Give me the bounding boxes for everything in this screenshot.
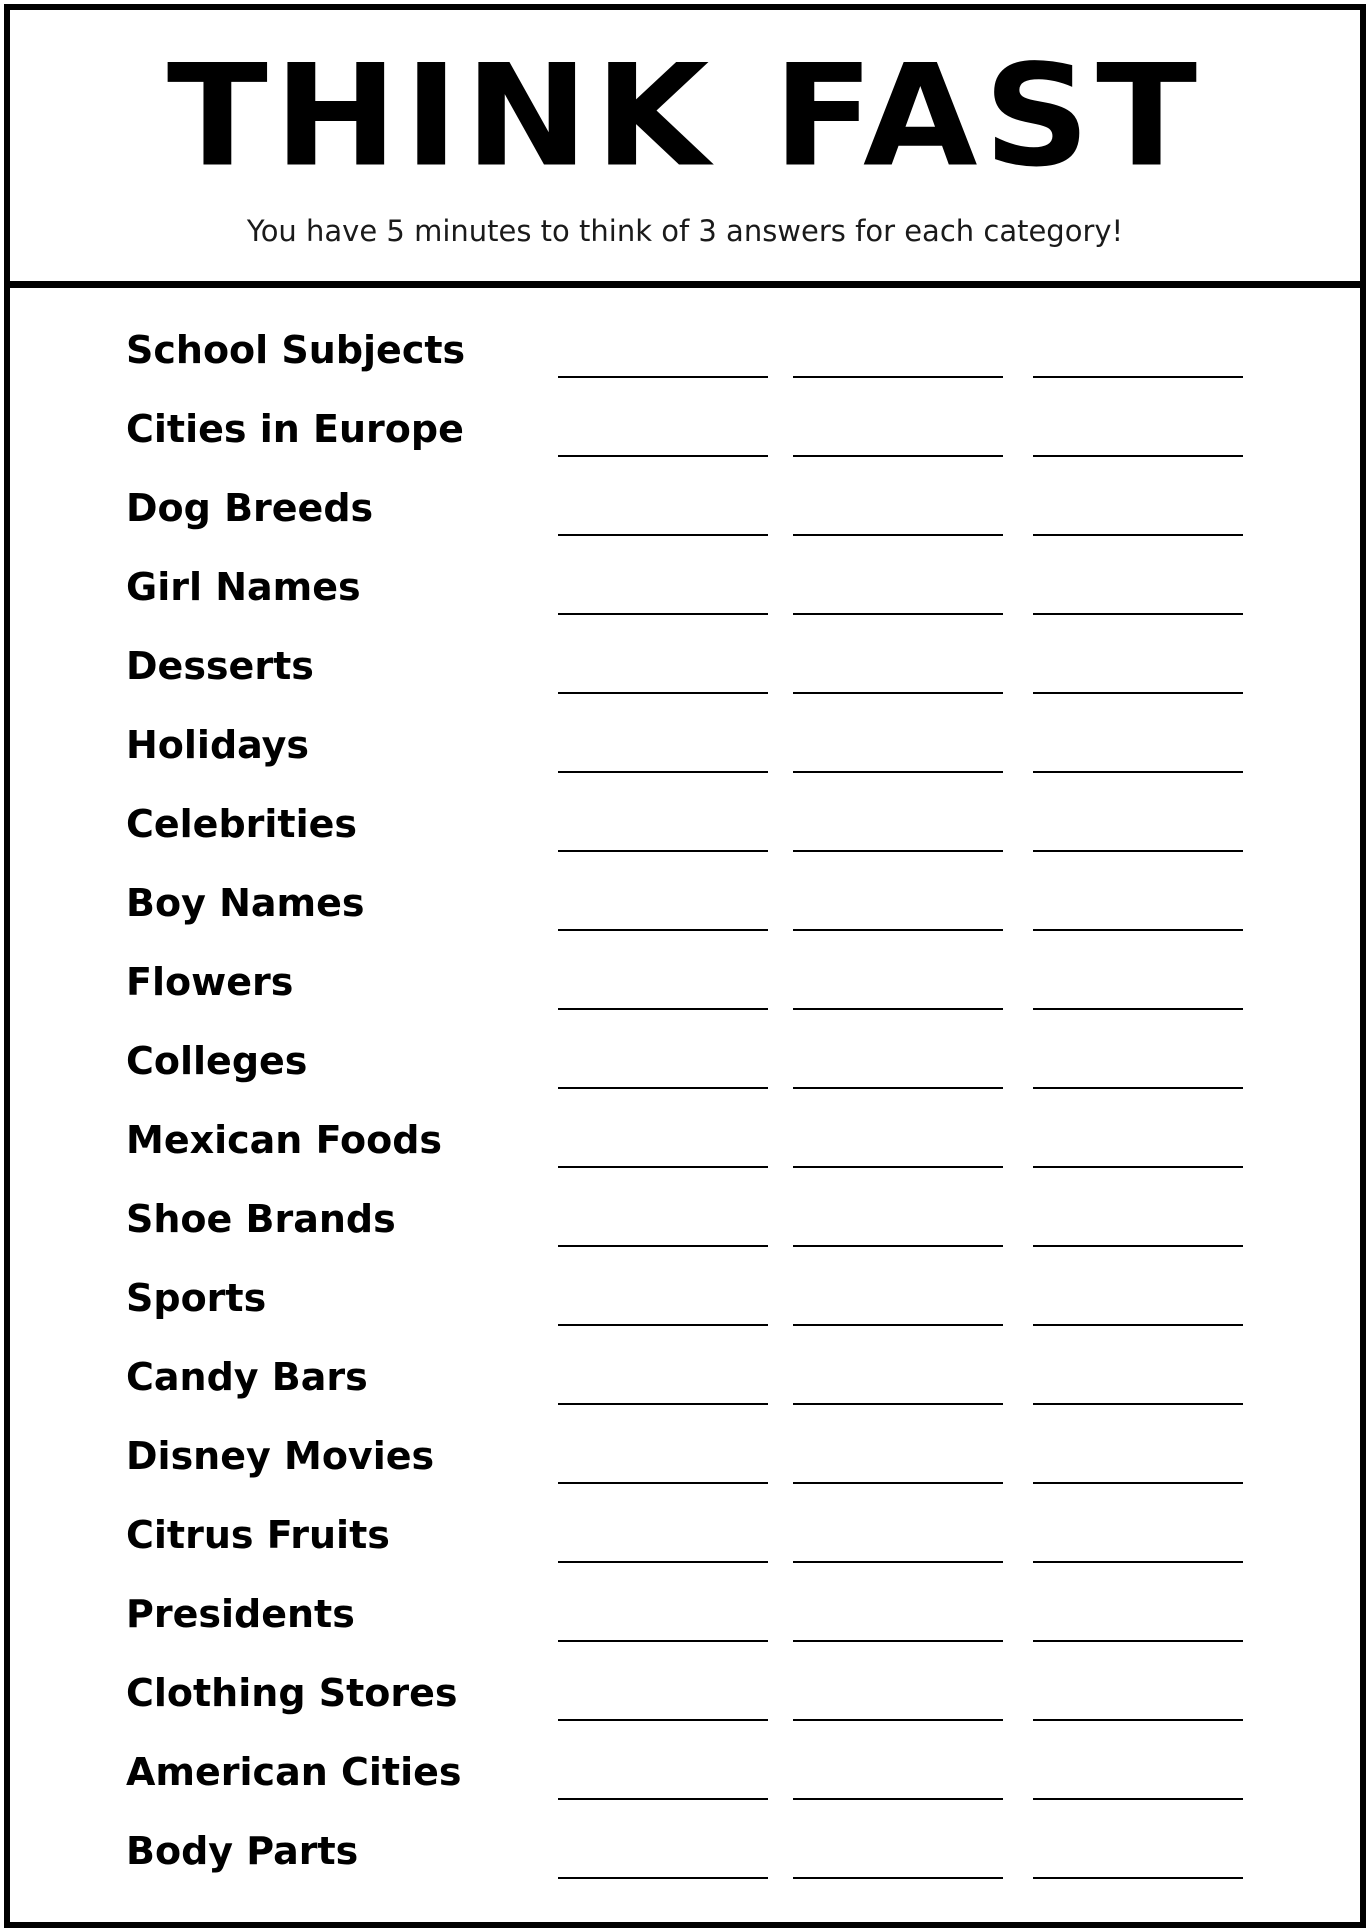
answer-blank-line[interactable] bbox=[793, 1877, 1003, 1879]
answer-blank-line[interactable] bbox=[558, 692, 768, 694]
category-row bbox=[10, 721, 1360, 800]
answer-blank-line[interactable] bbox=[558, 1087, 768, 1089]
answer-blank-line[interactable] bbox=[1033, 534, 1243, 536]
answer-blank-line[interactable] bbox=[1033, 1482, 1243, 1484]
answer-blank-line[interactable] bbox=[1033, 1403, 1243, 1405]
answer-blank-line[interactable] bbox=[1033, 692, 1243, 694]
category-row bbox=[10, 1590, 1360, 1669]
answer-blank-line[interactable] bbox=[558, 1482, 768, 1484]
answer-blank-line[interactable] bbox=[793, 850, 1003, 852]
category-row bbox=[10, 1827, 1360, 1906]
category-label: Desserts bbox=[126, 644, 314, 688]
category-label: Boy Names bbox=[126, 881, 365, 925]
answer-blank-line[interactable] bbox=[1033, 1087, 1243, 1089]
answer-blank-line[interactable] bbox=[793, 613, 1003, 615]
answer-blank-line[interactable] bbox=[1033, 929, 1243, 931]
category-label: Body Parts bbox=[126, 1829, 359, 1873]
answer-blank-line[interactable] bbox=[793, 1324, 1003, 1326]
answer-blank-line[interactable] bbox=[793, 1403, 1003, 1405]
worksheet-frame bbox=[4, 4, 1366, 1928]
answer-blank-line[interactable] bbox=[558, 534, 768, 536]
answer-blank-line[interactable] bbox=[558, 1798, 768, 1800]
answer-blank-line[interactable] bbox=[1033, 1798, 1243, 1800]
answer-blank-line[interactable] bbox=[1033, 1324, 1243, 1326]
answer-blank-line[interactable] bbox=[793, 455, 1003, 457]
answer-blank-line[interactable] bbox=[558, 1719, 768, 1721]
category-label: Disney Movies bbox=[126, 1434, 435, 1478]
answer-blank-line[interactable] bbox=[558, 771, 768, 773]
category-label: Sports bbox=[126, 1276, 267, 1320]
answer-blank-line[interactable] bbox=[558, 850, 768, 852]
category-row bbox=[10, 1669, 1360, 1748]
answer-blank-line[interactable] bbox=[793, 929, 1003, 931]
category-row bbox=[10, 1511, 1360, 1590]
answer-blank-line[interactable] bbox=[1033, 1640, 1243, 1642]
answer-blank-line[interactable] bbox=[558, 1245, 768, 1247]
answer-blank-line[interactable] bbox=[558, 1166, 768, 1168]
answer-blank-line[interactable] bbox=[793, 1798, 1003, 1800]
category-row bbox=[10, 1748, 1360, 1827]
answer-blank-line[interactable] bbox=[793, 1482, 1003, 1484]
answer-blank-line[interactable] bbox=[793, 1561, 1003, 1563]
worksheet-title: THINK FAST bbox=[166, 34, 1204, 198]
answer-blank-line[interactable] bbox=[1033, 1008, 1243, 1010]
category-label: Holidays bbox=[126, 723, 310, 767]
answer-blank-line[interactable] bbox=[558, 455, 768, 457]
answer-blank-line[interactable] bbox=[793, 1087, 1003, 1089]
answer-blank-line[interactable] bbox=[558, 613, 768, 615]
category-label: Celebrities bbox=[126, 802, 358, 846]
category-list bbox=[10, 326, 1360, 1906]
answer-blank-line[interactable] bbox=[793, 1008, 1003, 1010]
category-row bbox=[10, 1116, 1360, 1195]
answer-blank-line[interactable] bbox=[558, 1561, 768, 1563]
answer-blank-line[interactable] bbox=[793, 1640, 1003, 1642]
category-label: Girl Names bbox=[126, 565, 361, 609]
answer-blank-line[interactable] bbox=[558, 929, 768, 931]
answer-blank-line[interactable] bbox=[558, 1640, 768, 1642]
answer-blank-line[interactable] bbox=[1033, 1877, 1243, 1879]
answer-blank-line[interactable] bbox=[793, 692, 1003, 694]
category-label: School Subjects bbox=[126, 328, 466, 372]
answer-blank-line[interactable] bbox=[793, 771, 1003, 773]
category-row bbox=[10, 642, 1360, 721]
category-row bbox=[10, 958, 1360, 1037]
worksheet-header bbox=[10, 10, 1360, 288]
category-row bbox=[10, 800, 1360, 879]
category-row bbox=[10, 1274, 1360, 1353]
category-row bbox=[10, 563, 1360, 642]
category-row bbox=[10, 1195, 1360, 1274]
category-row bbox=[10, 326, 1360, 405]
answer-blank-line[interactable] bbox=[793, 376, 1003, 378]
answer-blank-line[interactable] bbox=[1033, 613, 1243, 615]
category-label: Dog Breeds bbox=[126, 486, 374, 530]
category-label: American Cities bbox=[126, 1750, 462, 1794]
category-label: Presidents bbox=[126, 1592, 355, 1636]
category-label: Citrus Fruits bbox=[126, 1513, 390, 1557]
answer-blank-line[interactable] bbox=[558, 376, 768, 378]
answer-blank-line[interactable] bbox=[1033, 1719, 1243, 1721]
answer-blank-line[interactable] bbox=[1033, 455, 1243, 457]
answer-blank-line[interactable] bbox=[1033, 1245, 1243, 1247]
category-label: Flowers bbox=[126, 960, 294, 1004]
answer-blank-line[interactable] bbox=[793, 1245, 1003, 1247]
answer-blank-line[interactable] bbox=[1033, 1561, 1243, 1563]
answer-blank-line[interactable] bbox=[793, 534, 1003, 536]
category-label: Mexican Foods bbox=[126, 1118, 443, 1162]
answer-blank-line[interactable] bbox=[558, 1008, 768, 1010]
category-label: Clothing Stores bbox=[126, 1671, 458, 1715]
category-row bbox=[10, 1353, 1360, 1432]
category-label: Colleges bbox=[126, 1039, 308, 1083]
category-row bbox=[10, 1432, 1360, 1511]
answer-blank-line[interactable] bbox=[793, 1719, 1003, 1721]
category-label: Shoe Brands bbox=[126, 1197, 396, 1241]
answer-blank-line[interactable] bbox=[558, 1403, 768, 1405]
category-row bbox=[10, 1037, 1360, 1116]
category-row bbox=[10, 405, 1360, 484]
answer-blank-line[interactable] bbox=[793, 1166, 1003, 1168]
worksheet-instructions: You have 5 minutes to think of 3 answers for each category! bbox=[246, 214, 1124, 248]
category-row bbox=[10, 879, 1360, 958]
answer-blank-line[interactable] bbox=[1033, 771, 1243, 773]
category-label: Cities in Europe bbox=[126, 407, 464, 451]
answer-blank-line[interactable] bbox=[1033, 376, 1243, 378]
answer-blank-line[interactable] bbox=[1033, 1166, 1243, 1168]
category-row bbox=[10, 484, 1360, 563]
answer-blank-line[interactable] bbox=[558, 1877, 768, 1879]
answer-blank-line[interactable] bbox=[1033, 850, 1243, 852]
category-label: Candy Bars bbox=[126, 1355, 368, 1399]
answer-blank-line[interactable] bbox=[558, 1324, 768, 1326]
